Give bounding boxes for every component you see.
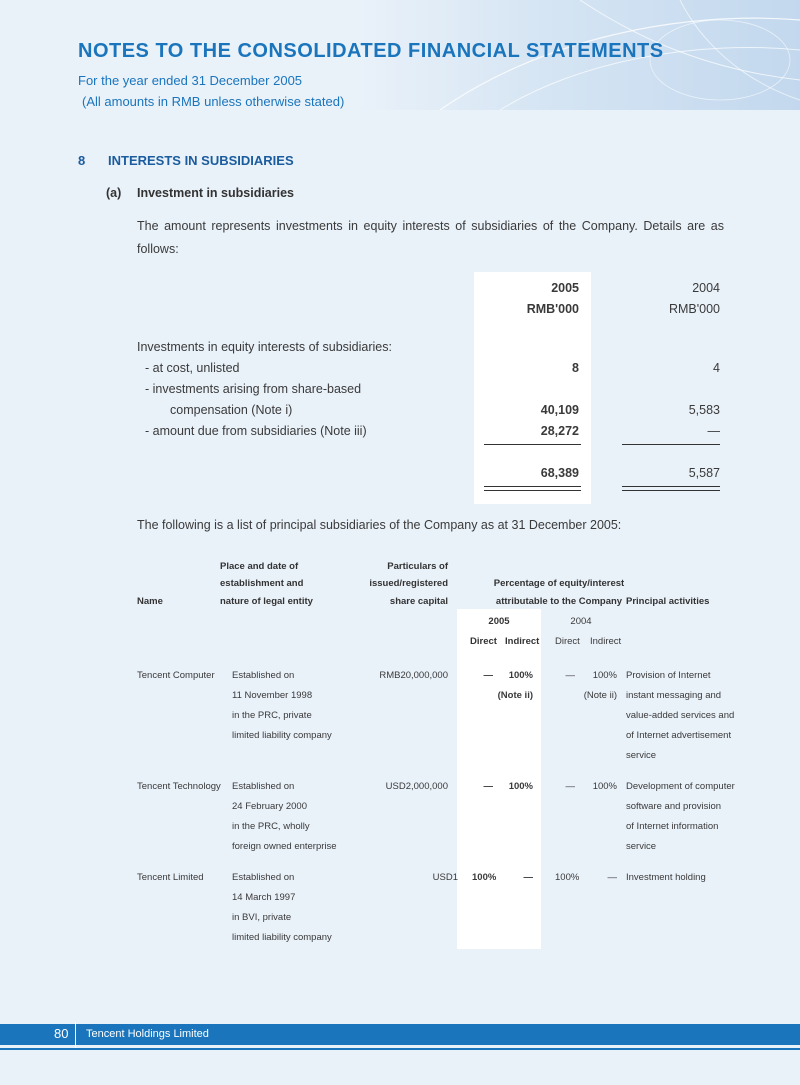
t2-row-place: limited liability company [232,932,332,943]
t2-header-percentage: Percentage of equity/interest [493,578,625,589]
t2-row-activities: Development of computer [626,781,735,792]
t2-row-indirect-2005-note: (Note ii) [497,690,533,701]
t2-row-direct-2005: — [483,781,493,792]
intro-paragraph: The amount represents investments in equity interests of subsidiaries of the Company. Details are as follows: [137,219,724,256]
t2-row-indirect-2005: — [523,872,533,883]
t2-row-indirect-2005: 100% [508,670,533,681]
t1-header-2005: 2005 [551,281,579,295]
t2-row-name: Tencent Computer [137,670,215,681]
t1-row-2005: 28,272 [540,424,579,438]
t2-row-place: limited liability company [232,730,332,741]
t2-row-place: in the PRC, wholly [232,821,310,832]
t1-row-2004: — [707,424,720,438]
t1-row-label: - investments arising from share-based [145,382,362,396]
page-subtitle-currency: (All amounts in RMB unless otherwise stated) [82,94,345,109]
t2-row-activities: of Internet information [626,821,719,832]
t2-header-place: nature of legal entity [220,596,313,607]
t2-row-indirect-2004: — [607,872,617,883]
t1-row-2005: 8 [572,361,579,375]
t2-header-activities: Principal activities [626,596,710,607]
t2-header-name: Name [137,596,163,607]
t2-header-capital: share capital [389,596,448,607]
t1-row-label: - at cost, unlisted [145,361,240,375]
t2-header-2005: 2005 [488,616,510,627]
t2-row-direct-2004: 100% [555,872,580,883]
t2-row-place: Established on [232,781,295,792]
t2-row-direct-2005: — [483,670,493,681]
t1-total-2005: 68,389 [540,466,579,480]
t2-header-direct-2005: Direct [470,636,497,647]
subtotal-rule-2005 [484,444,581,445]
t2-row-activities: Provision of Internet [626,670,711,681]
total-double-rule-2004 [622,490,720,491]
t2-row-activities: service [626,750,657,761]
t2-row-activities: value-added services and [626,710,735,721]
t2-header-percentage: attributable to the Company [495,596,623,607]
t2-row-indirect-2004-note: (Note ii) [583,690,617,701]
t2-header-capital: issued/registered [369,578,448,589]
t1-unit-2004: RMB'000 [668,302,720,316]
t2-header-place: Place and date of [220,561,299,572]
t2-row-activities: of Internet advertisement [626,730,732,741]
t1-heading: Investments in equity interests of subsidiaries: [137,340,392,354]
t2-row-place: 11 November 1998 [232,690,313,701]
t2-header-indirect-2005: Indirect [505,636,540,647]
total-double-rule-2004 [622,486,720,487]
t2-row-activities: Investment holding [626,872,706,883]
page-title: NOTES TO THE CONSOLIDATED FINANCIAL STATEMENTS [78,40,664,62]
t2-row-activities: service [626,841,657,852]
t1-unit-2005: RMB'000 [526,302,579,316]
t2-row-place: Established on [232,872,295,883]
page-subtitle-period: For the year ended 31 December 2005 [78,73,303,88]
total-double-rule-2005 [484,486,581,487]
t2-header-direct-2004: Direct [555,636,580,647]
t2-row-place: 14 March 1997 [232,892,296,903]
t2-row-activities: instant messaging and [626,690,722,701]
t2-header-2004: 2004 [570,616,592,627]
t1-row-label: - amount due from subsidiaries (Note iii) [145,424,367,438]
t1-row-2004: 5,583 [688,403,720,417]
t1-row-2004: 4 [713,361,720,375]
t2-row-direct-2005: 100% [472,872,497,883]
t1-row-2005: 40,109 [540,403,579,417]
t2-row-indirect-2004: 100% [592,670,617,681]
t1-row-label: compensation (Note i) [170,403,293,417]
t2-row-indirect-2005: 100% [508,781,533,792]
t1-total-2004: 5,587 [688,466,720,480]
t2-row-place: foreign owned enterprise [232,841,337,852]
t2-row-place: Established on [232,670,295,681]
footer-rule [0,1048,800,1050]
page-number: 80 [54,1026,69,1041]
t2-header-indirect-2004: Indirect [590,636,622,647]
t2-row-place: 24 February 2000 [232,801,307,812]
footer-company-name: Tencent Holdings Limited [86,1028,209,1040]
section-title: INTERESTS IN SUBSIDIARIES [108,153,294,168]
t2-row-place: in BVI, private [232,912,292,923]
t2-row-name: Tencent Technology [137,781,221,792]
section-number: 8 [78,153,86,168]
t2-row-capital: RMB20,000,000 [379,670,448,681]
footer-separator [75,1022,76,1048]
t2-row-capital: USD2,000,000 [385,781,448,792]
t2-header-capital: Particulars of [387,561,448,572]
t1-header-2004: 2004 [692,281,720,295]
total-double-rule-2005 [484,490,581,491]
t2-row-direct-2004: — [565,781,575,792]
t2-row-indirect-2004: 100% [592,781,617,792]
t2-header-place: establishment and [220,578,304,589]
subsection-label: (a) [106,186,122,200]
subsection-title: Investment in subsidiaries [137,186,294,200]
subtotal-rule-2004 [622,444,720,445]
subsidiary-list-intro: The following is a list of principal subsidiaries of the Company as at 31 December 2005: [137,518,622,532]
t2-row-capital: USD1 [432,872,458,883]
t2-row-name: Tencent Limited [137,872,204,883]
t2-row-activities: software and provision [626,801,722,812]
t2-row-place: in the PRC, private [232,710,312,721]
t2-row-direct-2004: — [565,670,575,681]
